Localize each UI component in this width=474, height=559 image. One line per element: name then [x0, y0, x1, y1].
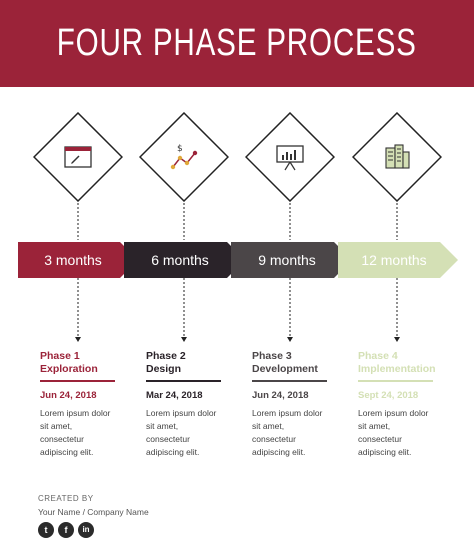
phase-3-title	[252, 350, 352, 376]
phase-3-date: Jun 24, 2018	[252, 390, 309, 401]
phase-4-description	[358, 407, 440, 459]
phase-1-desc-line: adipiscing elit.	[40, 447, 94, 457]
phase-2-title	[146, 350, 246, 376]
office-buildings-icon	[382, 142, 412, 172]
phase-3-desc-line: adipiscing elit.	[252, 447, 306, 457]
phase-4-desc-line: Lorem ipsum dolor	[358, 408, 429, 418]
phase-4-divider	[358, 380, 433, 382]
facebook-icon[interactable]: f	[58, 522, 74, 538]
phase-2-desc-line: consectetur	[146, 434, 190, 444]
phase-3-card	[252, 350, 352, 459]
author-name: Your Name / Company Name	[38, 507, 149, 517]
dollar-line-chart-icon	[169, 142, 199, 172]
timeline-label-1: 3 months	[44, 252, 102, 268]
phase-3-name: Development	[252, 363, 318, 375]
phase-2-divider	[146, 380, 221, 382]
page-title: FOUR PHASE PROCESS	[57, 22, 417, 64]
phase-2-desc-line: sit amet,	[146, 421, 179, 431]
phase-2-date: Mar 24, 2018	[146, 390, 203, 401]
phase-3-diamond	[245, 112, 335, 202]
phase-1-diamond	[33, 112, 123, 202]
phase-3-desc-line: sit amet,	[252, 421, 285, 431]
phase-1-desc-line: sit amet,	[40, 421, 73, 431]
phase-3-number: Phase 3	[252, 350, 292, 362]
phase-4-card	[358, 350, 458, 459]
phase-4-desc-line: consectetur	[358, 434, 402, 444]
phase-3-desc-line: consectetur	[252, 434, 296, 444]
phase-4-desc-line: adipiscing elit.	[358, 447, 412, 457]
presentation-board-icon	[275, 142, 305, 172]
phase-2-diamond	[139, 112, 229, 202]
phase-1-number: Phase 1	[40, 350, 80, 362]
phase-1-description	[40, 407, 122, 459]
created-by-label: CREATED BY	[38, 494, 94, 503]
phase-3-divider	[252, 380, 327, 382]
browser-window-pencil-icon	[63, 142, 93, 172]
linkedin-icon[interactable]: in	[78, 522, 94, 538]
phase-2-description	[146, 407, 228, 459]
phase-3-desc-line: Lorem ipsum dolor	[252, 408, 323, 418]
phase-4-number: Phase 4	[358, 350, 398, 362]
phase-2-desc-line: Lorem ipsum dolor	[146, 408, 217, 418]
timeline-label-3: 9 months	[258, 252, 316, 268]
svg-text:$: $	[177, 144, 183, 154]
phase-4-diamond	[352, 112, 442, 202]
phase-1-desc-line: Lorem ipsum dolor	[40, 408, 111, 418]
timeline-label-4: 12 months	[361, 252, 427, 268]
phase-1-name: Exploration	[40, 363, 98, 375]
phase-4-title	[358, 350, 458, 376]
twitter-icon[interactable]: t	[38, 522, 54, 538]
phase-1-card	[40, 350, 140, 459]
phase-4-date: Sept 24, 2018	[358, 390, 419, 401]
phase-1-date: Jun 24, 2018	[40, 390, 97, 401]
phase-1-title	[40, 350, 140, 376]
phase-2-desc-line: adipiscing elit.	[146, 447, 200, 457]
phase-2-number: Phase 2	[146, 350, 186, 362]
phase-4-name: Implementation	[358, 363, 436, 375]
phase-2-card	[146, 350, 246, 459]
phase-1-desc-line: consectetur	[40, 434, 84, 444]
timeline-label-2: 6 months	[151, 252, 209, 268]
phase-3-description	[252, 407, 334, 459]
phase-4-desc-line: sit amet,	[358, 421, 391, 431]
phase-2-name: Design	[146, 363, 182, 375]
phase-1-divider	[40, 380, 115, 382]
